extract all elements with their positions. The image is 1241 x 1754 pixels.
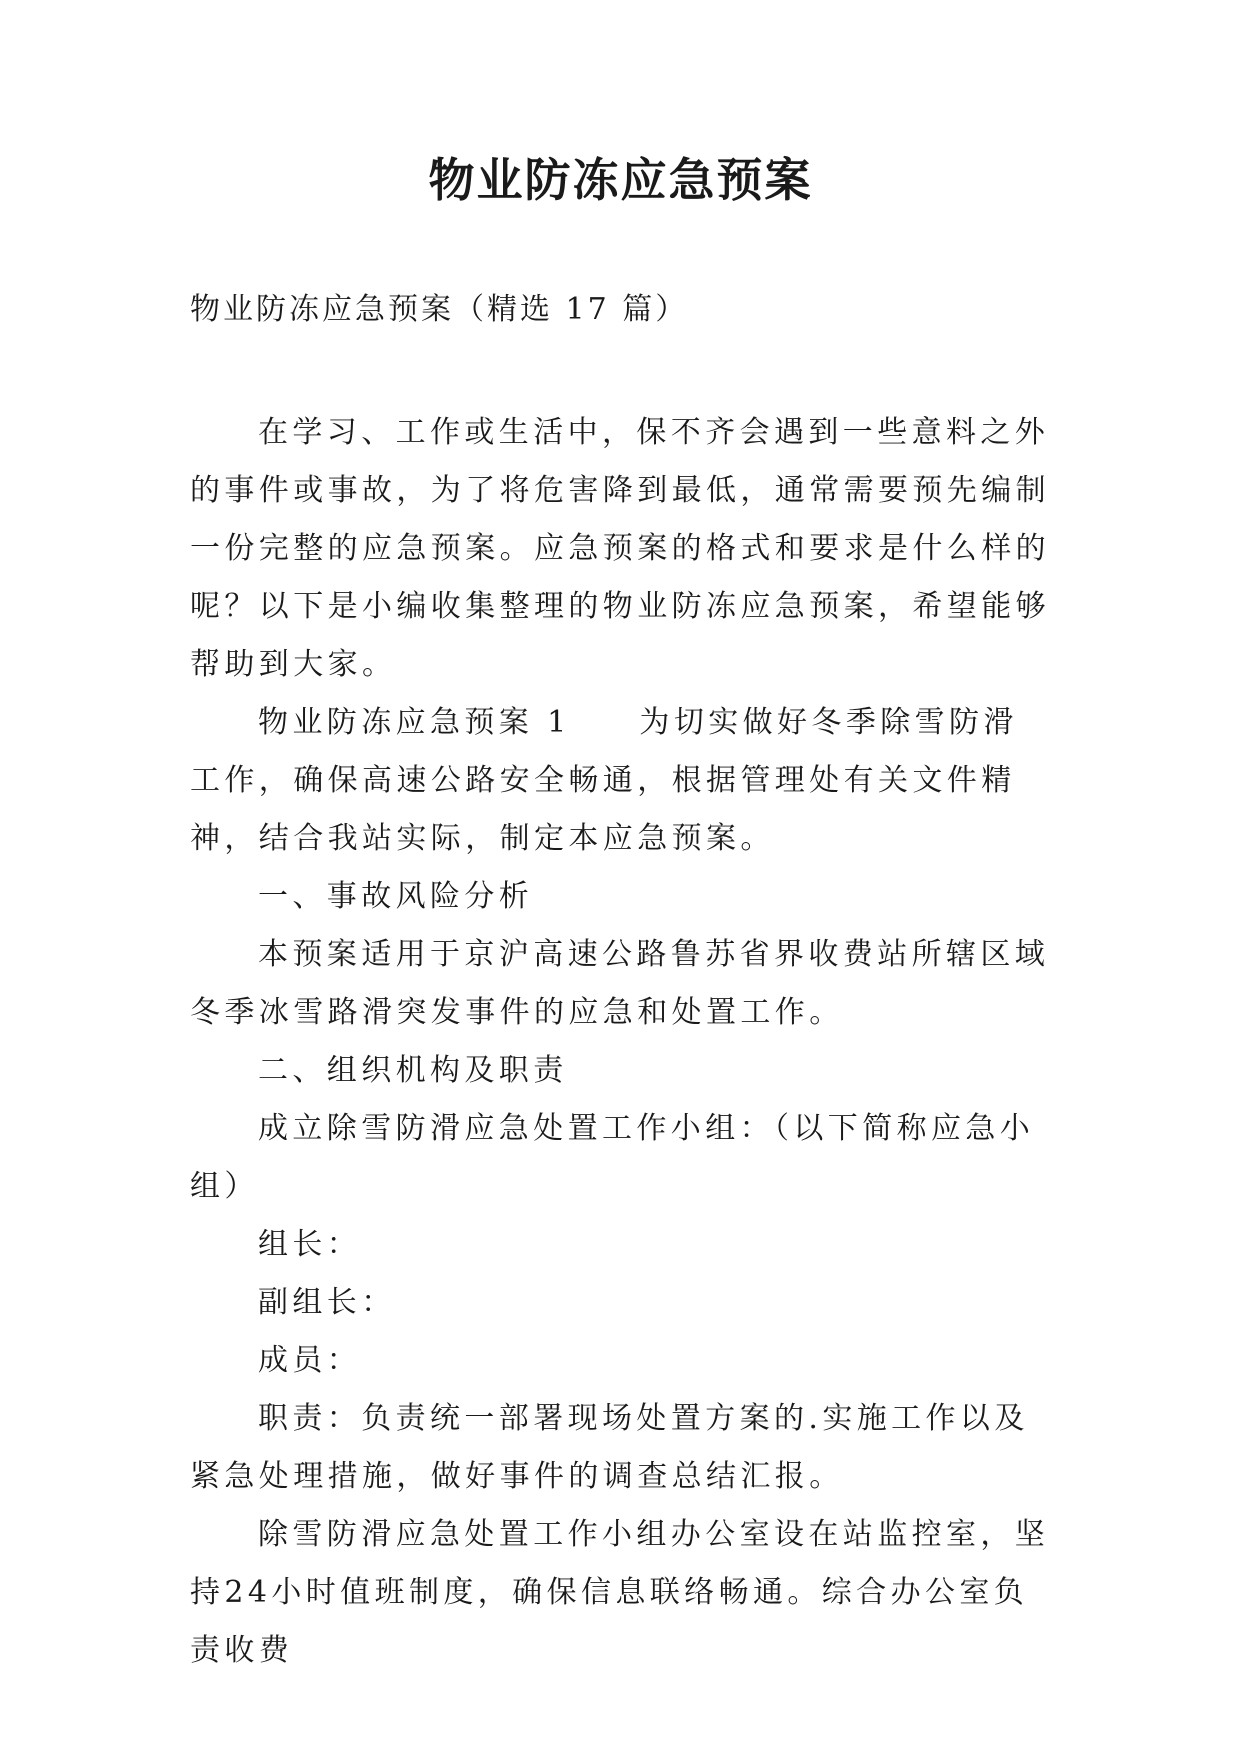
document-subtitle: 物业防冻应急预案（精选 17 篇） [190,292,689,327]
role-line-members: 成员： [258,1343,362,1378]
section-paragraph: 本预案适用于京沪高速公路鲁苏省界收费站所辖区域冬季冰雪路滑突发事件的应急和处置工作。 [190,937,1050,1030]
section-paragraph: 职责：负责统一部署现场处置方案的.实施工作以及紧急处理措施，做好事件的调查总结汇报。 [190,1401,1029,1494]
section-heading: 二、组织机构及职责 [258,1053,568,1088]
section-paragraph: 成立除雪防滑应急处置工作小组：（以下简称应急小组） [190,1111,1035,1204]
role-line-leader: 组长： [258,1227,362,1262]
section-paragraph: 物业防冻应急预案 1 为切实做好冬季除雪防滑工作，确保高速公路安全畅通，根据管理处有关文件精神，结合我站实际，制定本应急预案。 [190,705,1018,856]
document-title: 物业防冻应急预案 [428,153,813,207]
section-paragraph: 除雪防滑应急处置工作小组办公室设在站监控室，坚持24小时值班制度，确保信息联络畅通。综合办公室负责收费 [190,1517,1050,1668]
intro-paragraph: 在学习、工作或生活中，保不齐会遇到一些意料之外的事件或事故，为了将危害降到最低，通常需要预先编制一份完整的应急预案。应急预案的格式和要求是什么样的呢？以下是小编收集整理的物业防冻应急预案，希望能够帮助到大家。 [190,415,1050,682]
role-line-deputy: 副组长： [258,1285,396,1320]
document-body [190,404,1052,1680]
section-heading: 一、事故风险分析 [258,879,534,914]
